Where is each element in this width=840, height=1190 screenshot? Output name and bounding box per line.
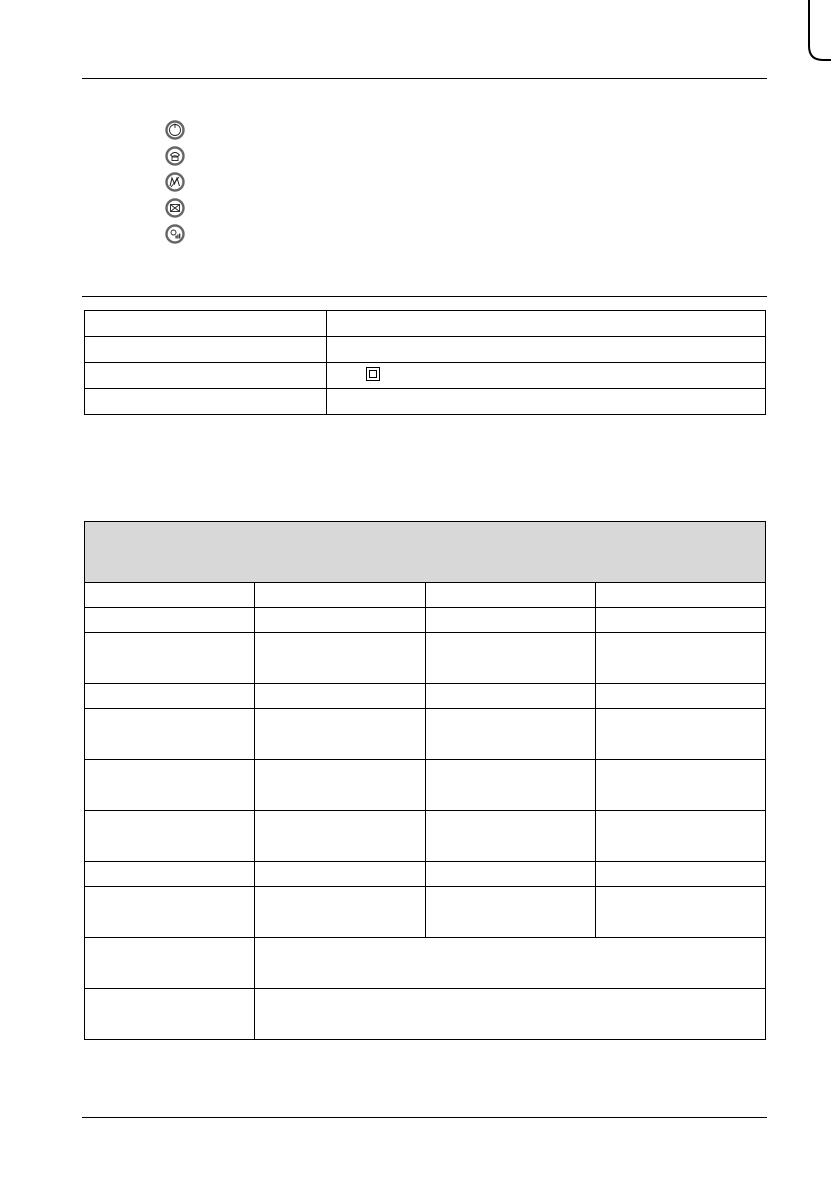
signal-circle-icon <box>165 172 185 192</box>
table-cell <box>595 608 765 633</box>
table-cell <box>255 887 425 938</box>
table-cell <box>85 811 255 862</box>
data-table <box>84 521 766 1040</box>
table-cell <box>255 633 425 684</box>
spec-value-cell <box>327 337 766 363</box>
table-cell <box>85 862 255 887</box>
table-cell <box>85 887 255 938</box>
table-cell <box>255 811 425 862</box>
table-row <box>85 389 766 415</box>
table-row <box>85 709 766 760</box>
spec-key-cell <box>85 337 327 363</box>
table-header-row <box>85 522 766 583</box>
table-row <box>85 684 766 709</box>
table-cell <box>425 887 595 938</box>
table-cell <box>85 709 255 760</box>
table-cell <box>255 760 425 811</box>
table-row <box>85 363 766 389</box>
page-corner-bracket <box>807 0 831 62</box>
mail-circle-icon <box>165 198 185 218</box>
table-row <box>85 760 766 811</box>
spec-value-cell <box>327 311 766 337</box>
table-cell <box>425 608 595 633</box>
table-cell <box>255 684 425 709</box>
section-rule <box>82 296 767 297</box>
table-row <box>85 583 766 608</box>
table-cell <box>425 709 595 760</box>
table-cell <box>85 633 255 684</box>
table-header-cell <box>85 522 766 583</box>
footer-rule <box>82 1117 767 1118</box>
table-cell <box>595 633 765 684</box>
table-row <box>85 862 766 887</box>
table-cell <box>85 760 255 811</box>
table-cell <box>85 684 255 709</box>
spec-table <box>84 310 766 415</box>
table-row <box>85 311 766 337</box>
table-row <box>85 887 766 938</box>
table-cell <box>595 709 765 760</box>
table-cell <box>425 811 595 862</box>
table-row <box>85 811 766 862</box>
spec-key-cell <box>85 311 327 337</box>
spec-value-cell <box>327 389 766 415</box>
double-square-icon <box>366 367 380 384</box>
table-row <box>85 633 766 684</box>
table-row <box>85 938 766 989</box>
table-cell <box>425 583 595 608</box>
table-cell <box>255 862 425 887</box>
table-cell <box>85 938 255 989</box>
table-row <box>85 989 766 1040</box>
table-cell <box>85 608 255 633</box>
spec-key-cell <box>85 363 327 389</box>
table-cell <box>85 583 255 608</box>
table-cell <box>595 862 765 887</box>
table-cell <box>425 862 595 887</box>
table-cell <box>425 633 595 684</box>
table-cell <box>595 811 765 862</box>
icon-legend <box>165 120 189 250</box>
table-cell <box>425 684 595 709</box>
table-cell <box>595 887 765 938</box>
table-row <box>85 608 766 633</box>
settings-circle-icon <box>165 224 185 244</box>
power-circle-icon <box>165 120 185 140</box>
phone-circle-icon <box>165 146 185 166</box>
table-cell <box>595 583 765 608</box>
table-cell <box>85 989 255 1040</box>
header-rule <box>82 78 767 79</box>
table-cell <box>255 709 425 760</box>
table-row <box>85 337 766 363</box>
spec-key-cell <box>85 389 327 415</box>
table-cell <box>595 684 765 709</box>
table-cell <box>255 583 425 608</box>
table-merged-cell <box>255 938 766 989</box>
table-cell <box>255 608 425 633</box>
table-merged-cell <box>255 989 766 1040</box>
spec-value-cell <box>327 363 766 389</box>
table-cell <box>425 760 595 811</box>
table-cell <box>595 760 765 811</box>
